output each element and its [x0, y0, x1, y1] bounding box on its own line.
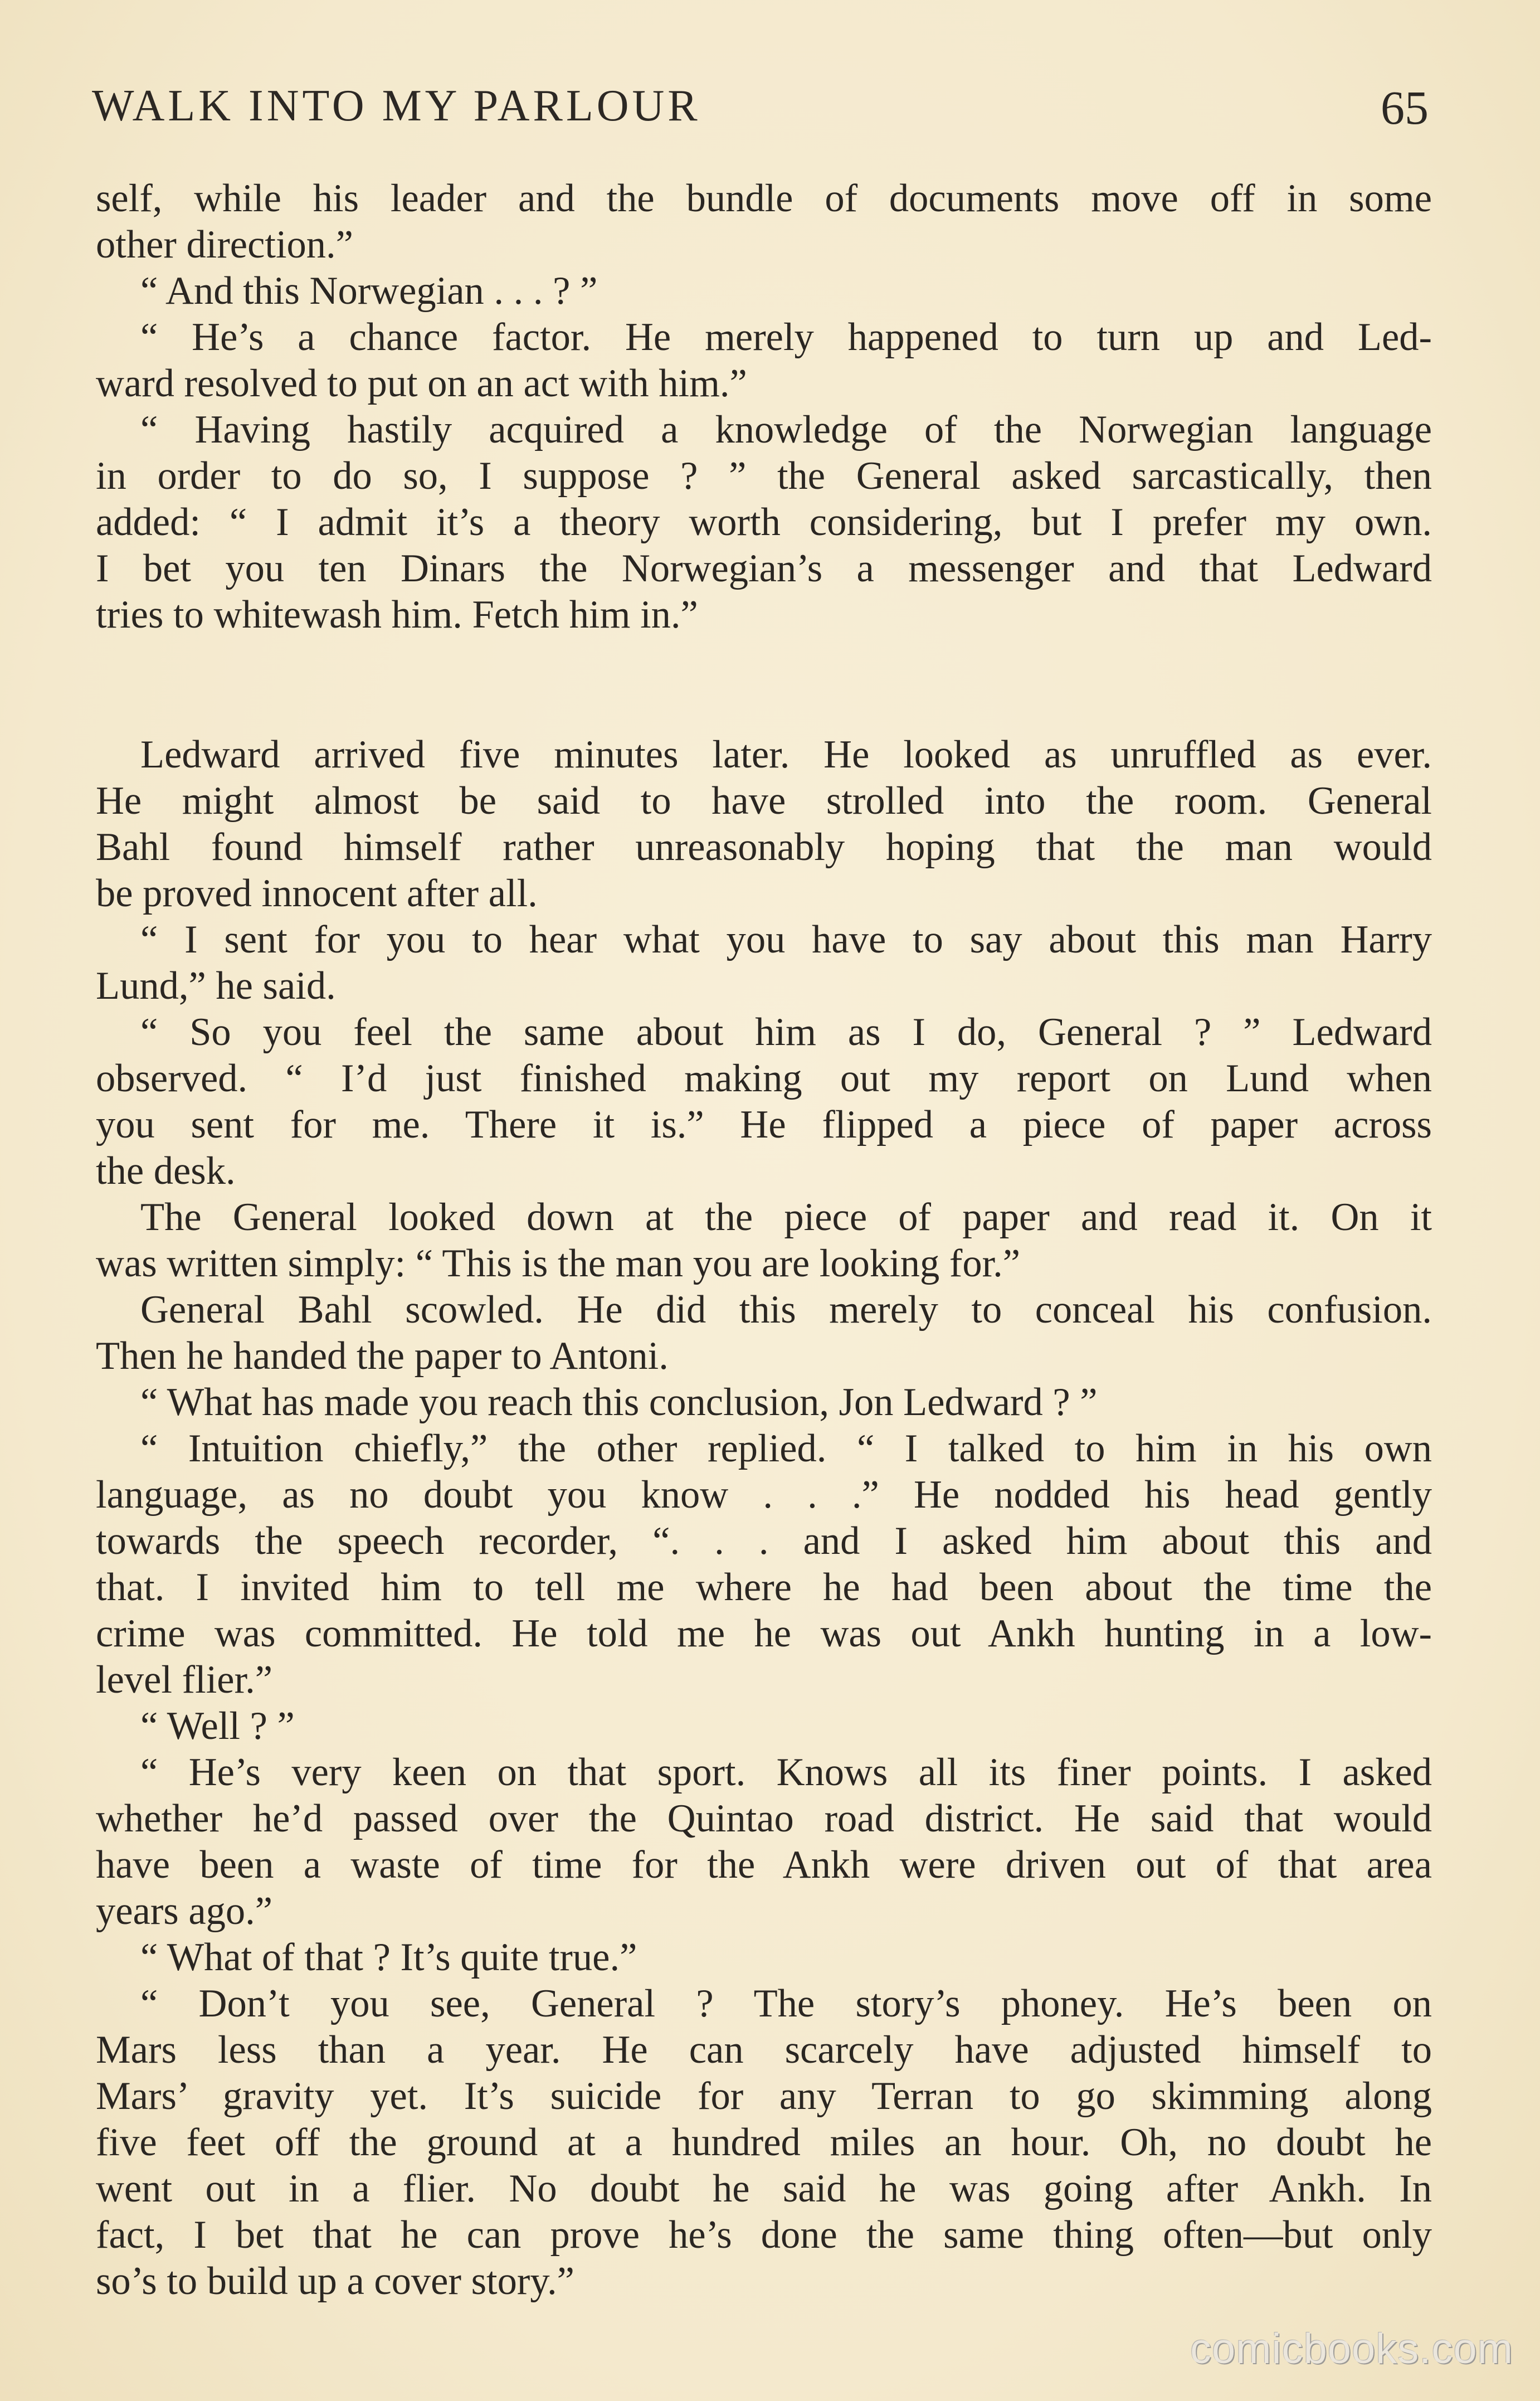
text-line: went out in a flier. No doubt he said he was going after Ankh. In	[96, 2167, 1432, 2210]
text-line: was written simply: “ This is the man you are looking for.”	[96, 1242, 1021, 1285]
text-line: five feet off the ground at a hundred miles an hour. Oh, no doubt he	[96, 2121, 1432, 2164]
text-line: Lund,” he said.	[96, 964, 336, 1008]
text-line: “ I sent for you to hear what you have to say about this man Harry	[140, 918, 1432, 961]
text-line: observed. “ I’d just finished making out my report on Lund when	[96, 1057, 1432, 1100]
text-line: have been a waste of time for the Ankh were driven out of that area	[96, 1843, 1432, 1887]
text-line: tries to whitewash him. Fetch him in.”	[96, 593, 698, 636]
text-line: Mars less than a year. He can scarcely have adjusted himself to	[96, 2028, 1432, 2072]
text-line: fact, I bet that he can prove he’s done the same thing often—but only	[96, 2213, 1432, 2257]
text-line: self, while his leader and the bundle of documents move off in some	[96, 177, 1432, 220]
text-line: “ Don’t you see, General ? The story’s phoney. He’s been on	[140, 1982, 1432, 2025]
text-line: so’s to build up a cover story.”	[96, 2259, 574, 2303]
text-line: “ So you feel the same about him as I do, General ? ” Ledward	[140, 1010, 1432, 1054]
text-line: Ledward arrived five minutes later. He looked as unruffled as ever.	[140, 733, 1432, 776]
text-line: other direction.”	[96, 223, 353, 266]
watermark-logo: comicbooks.com	[1190, 2325, 1513, 2373]
text-line: years ago.”	[96, 1889, 273, 1933]
text-line: He might almost be said to have strolled into the room. General	[96, 779, 1432, 823]
text-line: you sent for me. There it is.” He flipped a piece of paper across	[96, 1103, 1432, 1146]
text-line: towards the speech recorder, “. . . and I asked him about this and	[96, 1519, 1432, 1563]
text-line: “ What of that ? It’s quite true.”	[140, 1936, 637, 1979]
text-line: the desk.	[96, 1149, 236, 1193]
text-line: “ Having hastily acquired a knowledge of the Norwegian language	[140, 408, 1432, 451]
text-line: be proved innocent after all.	[96, 872, 538, 915]
text-line: crime was committed. He told me he was out Ankh hunting in a low-	[96, 1612, 1432, 1655]
page-number: 65	[1381, 81, 1429, 134]
text-line: that. I invited him to tell me where he had been about the time the	[96, 1566, 1432, 1609]
text-line: I bet you ten Dinars the Norwegian’s a messenger and that Ledward	[96, 547, 1432, 590]
text-block-lower	[96, 732, 1432, 2305]
text-line: level flier.”	[96, 1658, 273, 1702]
text-line: “ He’s a chance factor. He merely happened to turn up and Led-	[140, 315, 1432, 359]
text-line: “ Intuition chiefly,” the other replied. “ I talked to him in his own	[140, 1427, 1432, 1470]
text-line: whether he’d passed over the Quintao road district. He said that would	[96, 1797, 1432, 1840]
text-line: added: “ I admit it’s a theory worth considering, but I prefer my own.	[96, 500, 1432, 544]
text-line: Bahl found himself rather unreasonably hoping that the man would	[96, 825, 1432, 869]
text-line: Then he handed the paper to Antoni.	[96, 1334, 669, 1378]
text-line: “ Well ? ”	[140, 1704, 295, 1748]
text-line: “ He’s very keen on that sport. Knows all its finer points. I asked	[140, 1751, 1432, 1794]
text-block-upper	[96, 176, 1432, 638]
text-line: ward resolved to put on an act with him.”	[96, 362, 747, 405]
text-line: “ What has made you reach this conclusion, Jon Ledward ? ”	[140, 1381, 1098, 1424]
text-line: The General looked down at the piece of paper and read it. On it	[140, 1195, 1432, 1239]
text-line: in order to do so, I suppose ? ” the General asked sarcastically, then	[96, 454, 1432, 498]
running-title: WALK INTO MY PARLOUR	[92, 81, 701, 130]
text-line: language, as no doubt you know . . .” He nodded his head gently	[96, 1473, 1432, 1517]
text-line: General Bahl scowled. He did this merely to conceal his confusion.	[140, 1288, 1432, 1331]
text-line: “ And this Norwegian . . . ? ”	[140, 269, 598, 313]
text-line: Mars’ gravity yet. It’s suicide for any Terran to go skimming along	[96, 2074, 1432, 2118]
